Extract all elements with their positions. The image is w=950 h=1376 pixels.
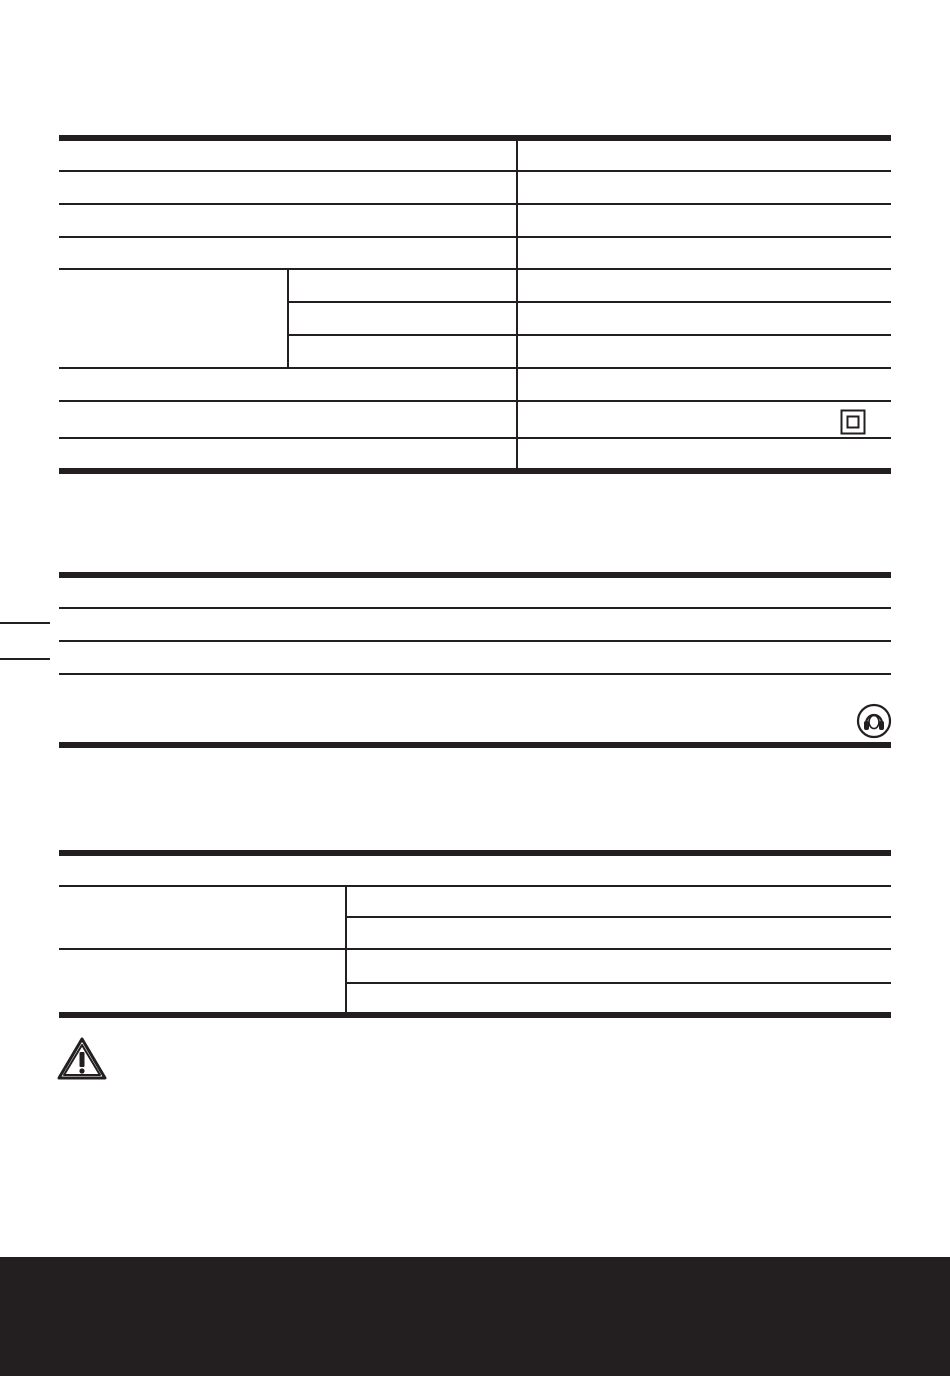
table-top-rule bbox=[59, 850, 891, 856]
table-subcolumn-divider bbox=[287, 270, 289, 367]
table-bottom-rule bbox=[59, 1012, 891, 1018]
table-top-rule bbox=[59, 572, 891, 578]
table-subrow-divider bbox=[346, 916, 891, 918]
table-row-divider bbox=[59, 400, 891, 402]
table-top-rule bbox=[59, 135, 891, 141]
table-row-divider bbox=[59, 885, 891, 887]
table-row-divider bbox=[59, 437, 891, 439]
table-subrow-divider bbox=[287, 301, 891, 303]
table-subrow-divider bbox=[287, 334, 891, 336]
margin-tab-mark bbox=[0, 658, 50, 660]
margin-tab-mark bbox=[0, 622, 50, 624]
table-row-divider bbox=[59, 170, 891, 172]
table-row-divider bbox=[59, 607, 891, 609]
table-bottom-rule bbox=[59, 742, 891, 748]
table-row-divider bbox=[59, 367, 891, 369]
table-row-divider bbox=[59, 640, 891, 642]
ear-protection-icon bbox=[856, 703, 892, 739]
table-row-divider bbox=[59, 236, 891, 238]
table-row-divider bbox=[59, 203, 891, 205]
warning-triangle-icon bbox=[56, 1036, 108, 1082]
table-column-divider bbox=[516, 141, 518, 468]
table-subrow-divider bbox=[346, 982, 891, 984]
table-row-divider bbox=[59, 948, 891, 950]
table-row-divider bbox=[59, 268, 891, 270]
footer-band bbox=[0, 1257, 950, 1376]
double-square-icon bbox=[840, 409, 866, 435]
table-column-divider bbox=[345, 886, 347, 1012]
table-bottom-rule bbox=[59, 468, 891, 474]
table-row-divider bbox=[59, 673, 891, 675]
